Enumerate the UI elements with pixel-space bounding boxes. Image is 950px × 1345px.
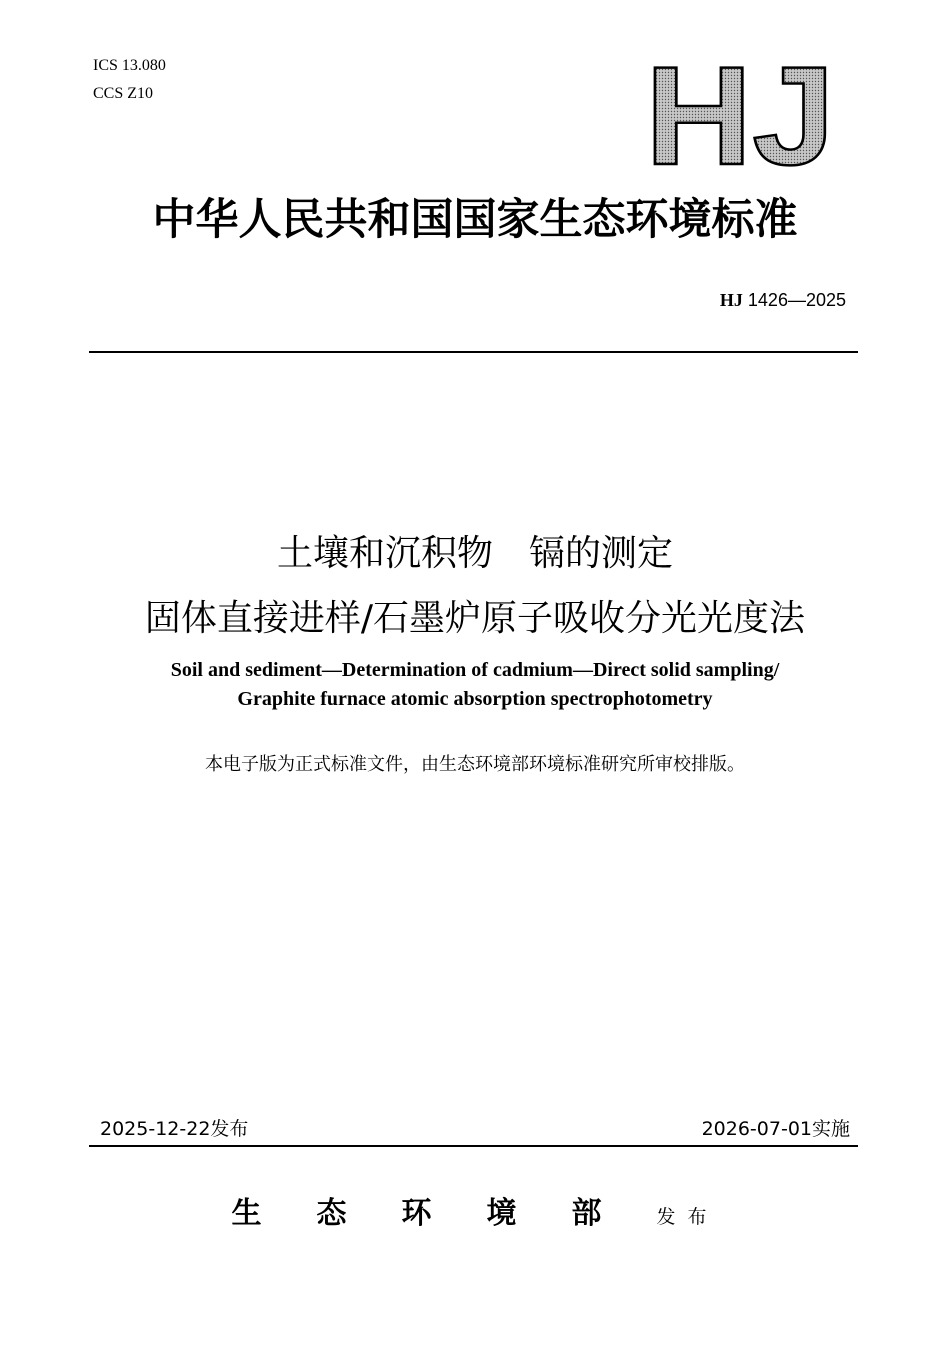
ics-code: ICS 13.080 [93,57,166,74]
title-cn-line2: 固体直接进样/石墨炉原子吸收分光光度法 [144,598,806,639]
ccs-code: CCS Z10 [93,85,154,102]
notice-text: 本电子版为正式标准文件，由生态环境部环境标准研究所审校排版。 [205,754,745,775]
hj-logo-text: HJ [645,62,835,172]
standard-number [720,290,846,311]
national-standard-title: 中华人民共和国国家生态环境标准 [152,195,798,245]
issuer-verb: 发布 [656,1206,719,1228]
standard-prefix: HJ [719,290,743,310]
bottom-divider [89,1145,858,1147]
standard-code: 1426—2025 [747,290,846,310]
issuer-org: 生态环境部 [231,1196,657,1231]
issuer [0,1188,950,1232]
title-cn-line1: 土壤和沉积物 镉的测定 [276,533,673,574]
implement-date: 2026-07-01实施 [701,1118,850,1140]
publish-date: 2025-12-22发布 [100,1118,249,1140]
hj-logo [640,62,840,172]
title-en-line2: Graphite furnace atomic absorption spectrophotometry [237,688,713,710]
title-en-line1: Soil and sediment—Determination of cadmium—Direct solid sampling/ [170,659,780,681]
top-divider [89,351,858,353]
